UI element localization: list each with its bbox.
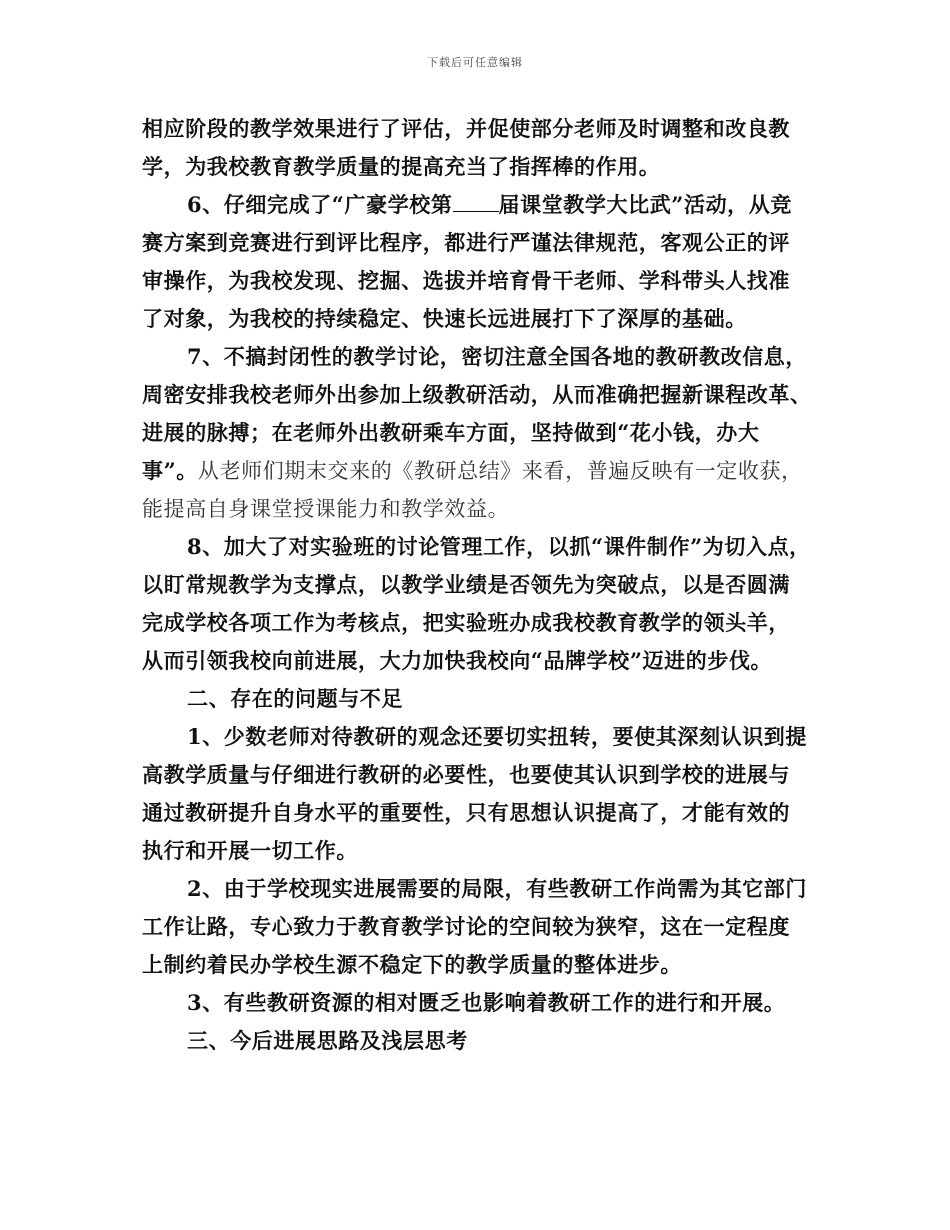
issue-1-start: 1、少数老师对待教研的观念还要切实扭转，要使其深刻认识到提 [187,724,808,749]
section-heading-2: 二、存在的问题与不足 [187,686,403,711]
text-line: 赛方案到竞赛进行到评比程序，都进行严谨法律规范，客观公正的评 [142,230,790,255]
issue-3: 3、有些教研资源的相对匮乏也影响着教研工作的进行和开展。 [187,990,786,1015]
text-line-light: 能提高自身课堂授课能力和教学效益。 [142,497,510,521]
text-line: 高教学质量与仔细进行教研的必要性，也要使其认识到学校的进展与 [142,762,790,787]
text-line: 完成学校各项工作为考核点，把实验班办成我校教育教学的领头羊， [142,610,790,635]
text-segment: 届课堂教学大比武”活动，从竞 [498,192,792,217]
fill-in-blank [453,191,499,212]
text-line: 通过教研提升自身水平的重要性，只有思想认识提高了，才能有效的 [142,800,790,825]
text-line: 审操作，为我校发现、挖掘、选拔并培育骨干老师、学科带头人找准 [142,268,790,293]
paragraph-6-start [142,186,822,224]
document-body [142,110,822,1060]
paragraph-7-start: 7、不搞封闭性的教学讨论，密切注意全国各地的教研教改信息， [187,344,808,369]
section-heading-3: 三、今后进展思路及浅层思考 [187,1028,468,1053]
text-line: 执行和开展一切工作。 [142,838,358,863]
text-line [142,452,822,490]
page-header: 下载后可任意编辑 [427,56,523,69]
text-segment: 事”。 [142,458,198,483]
text-segment-light: 从老师们期末交来的《教研总结》来看，普遍反映有一定收获， [197,459,803,483]
text-segment: 6、仔细完成了“广豪学校第 [187,192,453,217]
text-line: 以盯常规教学为支撑点，以教学业绩是否领先为突破点，以是否圆满 [142,572,790,597]
text-line: 相应阶段的教学效果进行了评估，并促使部分老师及时调整和改良教 [142,116,790,141]
text-line: 从而引领我校向前进展，大力加快我校向“品牌学校”迈进的步伐。 [142,648,773,673]
text-line: 进展的脉搏；在老师外出教研乘车方面，坚持做到“花小钱，办大 [142,420,760,445]
paragraph-8-start: 8、加大了对实验班的讨论管理工作，以抓“课件制作”为切入点， [187,534,811,559]
text-line: 了对象，为我校的持续稳定、快速长远进展打下了深厚的基础。 [142,306,747,331]
text-line: 工作让路，专心致力于教育教学讨论的空间较为狭窄，这在一定程度 [142,914,790,939]
text-line: 上制约着民办学校生源不稳定下的教学质量的整体进步。 [142,952,682,977]
issue-2-start: 2、由于学校现实进展需要的局限，有些教研工作尚需为其它部门 [187,876,808,901]
text-line: 学，为我校教育教学质量的提高充当了指挥棒的作用。 [142,154,661,179]
text-line: 周密安排我校老师外出参加上级教研活动，从而准确把握新课程改革、 [142,382,812,407]
